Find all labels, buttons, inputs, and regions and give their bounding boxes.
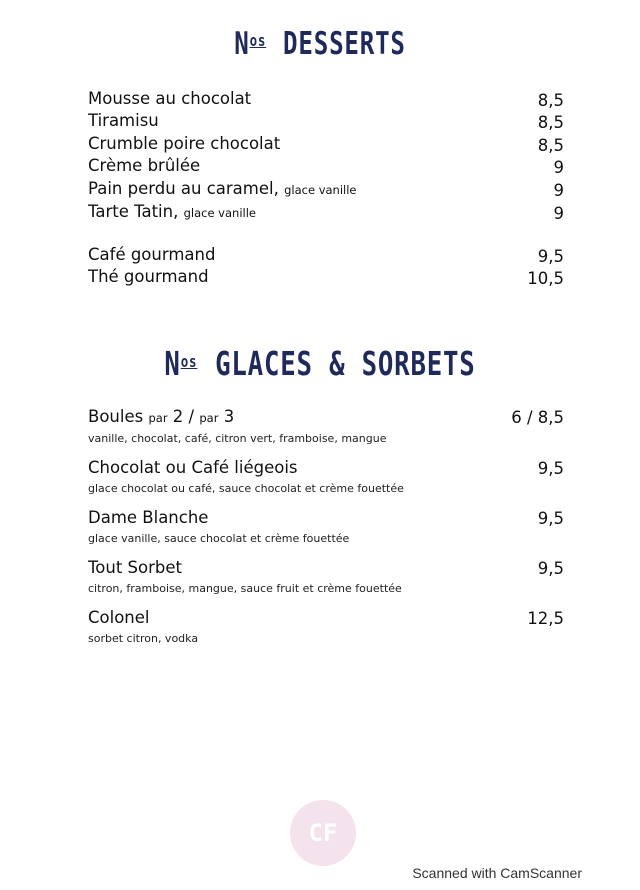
dessert-note: glace vanille: [284, 183, 357, 197]
glace-description: sorbet citron, vodka: [88, 632, 199, 645]
glace-price: 6 / 8,5: [511, 408, 564, 427]
dessert-item: [88, 244, 564, 266]
cf-logo: CF: [290, 800, 356, 866]
dessert-note: glace vanille: [183, 206, 256, 220]
dessert-name: Mousse au chocolat: [88, 89, 252, 108]
glace-description: glace vanille, sauce chocolat et crème fouettée: [88, 532, 350, 545]
dessert-name: Thé gourmand: [88, 267, 209, 286]
dessert-name: Pain perdu au caramel,: [88, 179, 279, 198]
desserts-heading: [70, 26, 569, 62]
glace-name: Chocolat ou Café liégeois: [88, 458, 298, 477]
heading-sup: os: [249, 31, 267, 50]
glace-name: Dame Blanche: [88, 508, 209, 527]
glace-name: Boules: [88, 407, 144, 426]
glaces-heading: [70, 344, 569, 383]
glace-price: 9,5: [537, 559, 564, 578]
dessert-price: 8,5: [537, 136, 564, 155]
heading-sup: os: [180, 352, 198, 371]
glace-item: [88, 557, 564, 597]
glace-description: citron, framboise, mangue, sauce fruit et crème fouettée: [88, 582, 402, 595]
dessert-name: Crumble poire chocolat: [88, 134, 281, 153]
glace-name: Tout Sorbet: [88, 558, 182, 577]
dessert-name: Tarte Tatin,: [88, 202, 179, 221]
heading-prefix: N: [164, 344, 181, 383]
scanner-footer: Scanned with CamScanner: [412, 865, 582, 881]
glace-title: [88, 406, 564, 429]
glace-item: [88, 406, 564, 447]
dessert-item: [88, 133, 564, 155]
heading-prefix: N: [234, 26, 250, 62]
glace-qty1: par: [148, 411, 168, 425]
glace-description: vanille, chocolat, café, citron vert, framboise, mangue: [88, 432, 387, 445]
dessert-price: 9: [553, 204, 564, 223]
glace-sep: /: [183, 407, 200, 426]
dessert-price: 8,5: [537, 91, 564, 110]
dessert-name: Crème brûlée: [88, 156, 201, 175]
dessert-item: [88, 178, 564, 201]
glace-price: 9,5: [537, 459, 564, 478]
heading-rest: GLACES & SORBETS: [198, 344, 476, 383]
dessert-item: [88, 155, 564, 177]
dessert-price: 8,5: [537, 113, 564, 132]
glace-name: Colonel: [88, 608, 150, 627]
dessert-item: [88, 201, 564, 224]
glace-price: 12,5: [527, 609, 564, 628]
glace-item: [88, 607, 564, 647]
glace-description: glace chocolat ou café, sauce chocolat et crème fouettée: [88, 482, 404, 495]
glace-qty2: par: [199, 411, 219, 425]
glace-price: 9,5: [537, 509, 564, 528]
glace-item: [88, 507, 564, 547]
dessert-item: [88, 266, 564, 288]
dessert-price: 10,5: [527, 269, 564, 288]
dessert-item: [88, 88, 564, 110]
heading-rest: DESSERTS: [267, 26, 406, 62]
glace-n2: 3: [223, 407, 235, 426]
dessert-price: 9,5: [537, 247, 564, 266]
glace-item: [88, 457, 564, 497]
dessert-price: 9: [553, 158, 564, 177]
dessert-price: 9: [553, 181, 564, 200]
glace-n1: 2: [172, 407, 184, 426]
dessert-name: Café gourmand: [88, 245, 216, 264]
dessert-item: [88, 110, 564, 132]
dessert-name: Tiramisu: [88, 111, 159, 130]
